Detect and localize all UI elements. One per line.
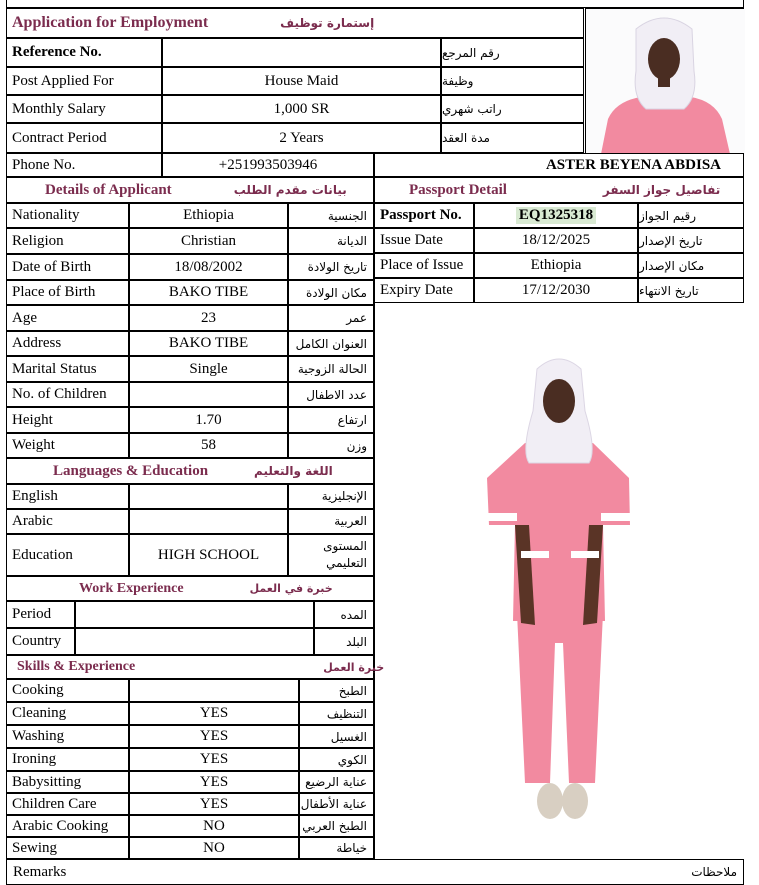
top-row-value [162, 95, 441, 123]
passport-heading-ar: تفاصيل جواز السفر [602, 183, 721, 197]
details-row-label-ar-text: عدد الاطفال [306, 387, 367, 402]
details-row-value-text: 1.70 [195, 411, 222, 428]
details-row-label-text: Address [12, 335, 62, 351]
skills-row-value-text: NO [203, 817, 225, 834]
passport-row-label-ar-text: تاريخ الانتهاء [639, 283, 699, 298]
details-row-label-ar [288, 433, 374, 458]
languages-row-label-text: Arabic [12, 513, 53, 529]
skills-row-label-text: Sewing [12, 839, 57, 856]
passport-row-value [474, 253, 638, 278]
work-row-value [75, 601, 314, 628]
top-row-label-text: Reference No. [12, 44, 102, 60]
details-row-label-text: Marital Status [12, 360, 97, 377]
passport-row-value [474, 278, 638, 303]
skills-row-label-ar-text: عناية الرضيع [305, 775, 367, 789]
details-row-label-ar-text: وزن [346, 438, 367, 453]
frame-top [6, 0, 744, 8]
skills-row-label-ar-text: التنظيف [326, 706, 367, 721]
skills-row-label [6, 702, 129, 725]
languages-row-label-ar-text: العربية [334, 514, 367, 528]
languages-row-label-ar [288, 484, 374, 509]
details-heading-ar: بيانات مقدم الطلب [233, 183, 347, 197]
top-row-label [6, 123, 162, 153]
passport-row-label-text: Issue Date [380, 232, 443, 248]
languages-row-label-ar [288, 534, 374, 576]
details-row-label [6, 356, 129, 382]
details-row-label [6, 433, 129, 458]
details-row-value [129, 203, 288, 228]
details-row-label-ar-text: الديانة [336, 234, 367, 248]
details-row-label-text: Height [12, 411, 53, 428]
passport-row-value-text: Ethiopia [530, 257, 582, 273]
languages-row-label-text: Education [12, 546, 73, 563]
details-row-label-ar [288, 280, 374, 305]
skills-row-label-text: Washing [12, 728, 65, 744]
portrait-photo [585, 8, 744, 153]
top-row-label-text: Post Applied For [12, 72, 114, 89]
skills-heading-ar: خبرة العمل [323, 660, 385, 674]
skills-row-label-text: Cooking [12, 682, 64, 698]
details-row-label-ar-text: عمر [346, 311, 367, 325]
skills-row-value-text: YES [199, 705, 229, 721]
top-row-value [162, 38, 441, 67]
details-row-label [6, 305, 129, 331]
header-bar [6, 8, 584, 38]
passport-row-label [374, 228, 474, 253]
top-row-value-text: House Maid [264, 72, 339, 89]
languages-row-label-ar-text: الإنجليزية [321, 489, 367, 503]
skills-row-value [129, 815, 299, 837]
skills-row-label-ar [299, 815, 374, 837]
passport-row-label-ar-text: رقيم الجواز [639, 208, 697, 223]
details-row-label [6, 407, 129, 433]
details-row-value [129, 356, 288, 382]
details-row-label-ar [288, 254, 374, 280]
details-row-label [6, 228, 129, 254]
skills-row-value [129, 702, 299, 725]
skills-row-value-text: YES [199, 773, 229, 790]
skills-row-value [129, 679, 299, 702]
phone-value-text: +251993503946 [218, 156, 318, 173]
details-row-label-ar [288, 203, 374, 228]
skills-row-label-ar [299, 679, 374, 702]
skills-row-label-ar-text: الغسيل [330, 729, 367, 744]
work-row-label-ar [314, 601, 374, 628]
details-row-label [6, 203, 129, 228]
skills-row-label-ar-text: الطبخ العربي [302, 819, 367, 833]
details-row-label [6, 382, 129, 407]
details-row-value [129, 382, 288, 407]
skills-row-label-text: Children Care [12, 795, 97, 812]
remarks-label: Remarks [13, 863, 67, 880]
passport-heading [374, 177, 744, 203]
passport-row-label-ar [638, 228, 744, 253]
top-row-label-ar [441, 123, 584, 153]
details-row-value [129, 433, 288, 458]
passport-row-label-text: Expiry Date [380, 282, 453, 298]
skills-row-value [129, 725, 299, 748]
top-row-value-text: 1,000 SR [273, 100, 330, 117]
skills-row-label [6, 748, 129, 771]
passport-row-value-text: 17/12/2030 [521, 282, 591, 298]
skills-row-label-ar [299, 702, 374, 725]
details-row-label-ar [288, 305, 374, 331]
details-row-label-ar-text: تاريخ الولادة [307, 260, 367, 274]
skills-row-label-ar [299, 748, 374, 771]
details-row-label-ar-text: الجنسية [327, 208, 367, 223]
languages-row-label-ar-text: المستوى التعليمي [323, 539, 367, 570]
passport-row-label-ar [638, 203, 744, 228]
languages-row-label [6, 509, 129, 534]
work-row-label-text: Country [12, 633, 62, 649]
skills-row-label [6, 725, 129, 748]
work-row-value [75, 628, 314, 655]
details-row-value-text: BAKO TIBE [168, 284, 249, 300]
page-title-ar: إستمارة توظيف [280, 16, 375, 30]
skills-row-label-text: Ironing [12, 751, 57, 767]
skills-row-label-text: Arabic Cooking [12, 817, 109, 834]
remarks-label-ar: ملاحظات [691, 865, 737, 879]
details-row-label-text: Weight [12, 437, 55, 453]
passport-row-label [374, 253, 474, 278]
skills-row-value [129, 771, 299, 793]
details-row-label-text: Religion [12, 232, 64, 249]
work-row-label-ar [314, 628, 374, 655]
top-row-label-ar-text: راتب شهري [442, 102, 502, 116]
work-row-label [6, 628, 75, 655]
phone-label-text: Phone No. [12, 156, 76, 173]
skills-row-label-ar [299, 771, 374, 793]
top-row-label-text: Monthly Salary [12, 100, 106, 117]
details-heading-text: Details of Applicant [45, 181, 172, 198]
skills-row-label-ar [299, 837, 374, 859]
passport-row-label-ar [638, 253, 744, 278]
languages-row-label [6, 484, 129, 509]
passport-row-value [474, 203, 638, 228]
work-row-label-ar-text: المده [340, 607, 367, 622]
details-row-label-text: Age [12, 309, 37, 326]
skills-row-label [6, 837, 129, 859]
passport-heading-text: Passport Detail [409, 181, 507, 198]
work-heading [6, 576, 374, 601]
applicant-name: ASTER BEYENA ABDISA [545, 156, 721, 173]
languages-row-label-text: English [12, 488, 58, 504]
details-row-label [6, 280, 129, 305]
passport-row-value [474, 228, 638, 253]
top-row-value [162, 123, 441, 153]
skills-row-label [6, 815, 129, 837]
skills-row-label-text: Cleaning [12, 705, 67, 721]
top-row-label [6, 38, 162, 67]
applicant-name-cell [374, 153, 744, 177]
skills-row-label [6, 679, 129, 702]
passport-row-value-text: EQ1325318 [516, 207, 596, 224]
work-row-label [6, 601, 75, 628]
skills-row-label-ar-text: خياطة [336, 841, 367, 855]
passport-row-label-text: Passport No. [380, 207, 462, 223]
top-row-label [6, 67, 162, 95]
details-row-label-text: Nationality [12, 207, 80, 223]
skills-heading [6, 655, 385, 679]
skills-row-value-text: NO [203, 839, 225, 856]
skills-row-label [6, 793, 129, 815]
skills-row-label-text: Babysitting [12, 773, 82, 790]
passport-row-value-text: 18/12/2025 [521, 232, 591, 248]
languages-row-value [129, 484, 288, 509]
details-row-value-text: 18/08/2002 [174, 258, 243, 275]
languages-row-value [129, 534, 288, 576]
details-row-label-ar [288, 407, 374, 433]
details-row-label-ar-text: ارتفاع [337, 413, 367, 427]
top-row-label-ar-text: وظيفة [442, 74, 474, 88]
skills-row-label-ar [299, 793, 374, 815]
work-heading-ar: خبرة في العمل [249, 582, 333, 595]
details-row-label-ar-text: مكان الولادة [305, 285, 367, 300]
skills-row-label-ar-text: الطبخ [338, 683, 367, 698]
details-row-value [129, 407, 288, 433]
languages-heading-text: Languages & Education [53, 462, 209, 479]
skills-row-value-text: YES [199, 795, 229, 812]
languages-heading [6, 458, 374, 484]
details-row-value [129, 254, 288, 280]
details-row-label-text: No. of Children [12, 386, 107, 402]
details-row-label-ar [288, 331, 374, 356]
skills-row-label-ar-text: الكوي [337, 752, 367, 767]
top-row-label [6, 95, 162, 123]
languages-row-value-text: HIGH SCHOOL [157, 546, 260, 563]
skills-row-label-ar [299, 725, 374, 748]
details-row-value [129, 280, 288, 305]
languages-heading-ar: اللغة والتعليم [254, 464, 333, 478]
full-body-photo [374, 303, 744, 859]
details-row-label-ar [288, 228, 374, 254]
languages-row-value [129, 509, 288, 534]
top-row-value-text: 2 Years [279, 129, 324, 146]
passport-row-label-ar [638, 278, 744, 303]
details-row-value [129, 228, 288, 254]
phone-label [6, 153, 162, 177]
skills-row-value [129, 837, 299, 859]
details-row-value-text: BAKO TIBE [168, 335, 249, 351]
passport-row-label-ar-text: مكان الإصدار [639, 258, 705, 273]
details-row-label [6, 331, 129, 356]
skills-row-value-text: YES [199, 728, 229, 744]
details-row-label-text: Date of Birth [12, 258, 92, 275]
work-row-label-ar-text: البلد [346, 634, 367, 649]
details-row-value [129, 331, 288, 356]
details-row-value [129, 305, 288, 331]
phone-value [162, 153, 374, 177]
top-row-label-ar-text: رقم المرجع [442, 45, 500, 60]
top-row-label-ar-text: مدة العقد [442, 131, 490, 145]
skills-row-label-ar-text: عناية الأطفال [300, 797, 367, 811]
details-heading [6, 177, 374, 203]
skills-row-label [6, 771, 129, 793]
languages-row-label [6, 534, 129, 576]
details-row-label-ar-text: الحالة الزوجية [297, 362, 367, 376]
details-row-label-ar [288, 356, 374, 382]
passport-row-label-text: Place of Issue [380, 257, 464, 273]
skills-row-value [129, 748, 299, 771]
top-row-value [162, 67, 441, 95]
page-title: Application for Employment [12, 14, 209, 31]
details-row-label-ar [288, 382, 374, 407]
details-row-value-text: Ethiopia [183, 207, 234, 223]
passport-row-label [374, 278, 474, 303]
top-row-label-ar [441, 95, 584, 123]
details-row-value-text: Single [189, 360, 228, 377]
details-row-label-ar-text: العنوان الكامل [295, 336, 367, 351]
work-heading-text: Work Experience [79, 580, 184, 596]
details-row-value-text: Christian [181, 232, 236, 249]
top-row-label-text: Contract Period [12, 129, 107, 146]
remarks-row [6, 859, 744, 885]
languages-row-label-ar [288, 509, 374, 534]
passport-row-label [374, 203, 474, 228]
top-row-label-ar [441, 67, 584, 95]
skills-row-value [129, 793, 299, 815]
skills-heading-text: Skills & Experience [17, 659, 136, 674]
details-row-label-text: Place of Birth [12, 284, 96, 300]
details-row-value-text: 23 [201, 309, 216, 326]
top-row-label-ar [441, 38, 584, 67]
skills-row-value-text: YES [199, 751, 229, 767]
passport-row-label-ar-text: تاريخ الإصدار [639, 233, 703, 248]
work-row-label-text: Period [12, 606, 52, 622]
details-row-label [6, 254, 129, 280]
details-row-value-text: 58 [201, 437, 216, 453]
